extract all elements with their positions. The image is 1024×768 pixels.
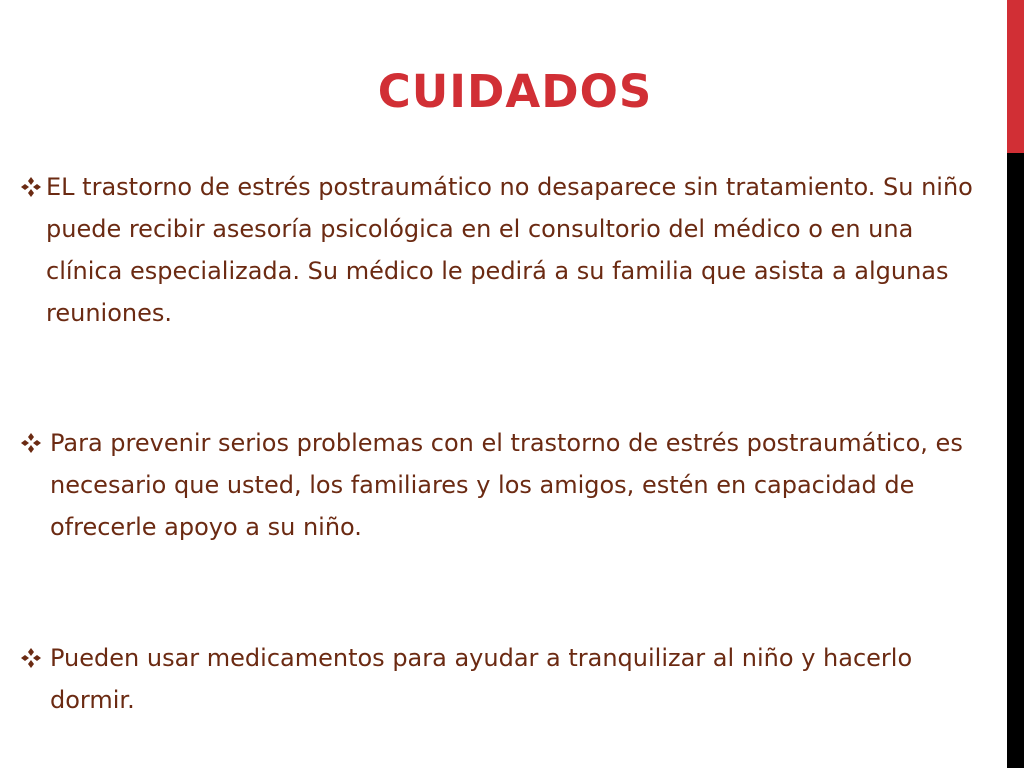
bullet-text: Para prevenir serios problemas con el trastorno de estrés postraumático, es necesario que usted, los familiares y los amigos, estén en capacidad de ofrecerle apoyo a su niño. [50, 429, 963, 541]
bullet-item [20, 166, 995, 334]
diamond-bullet-icon [20, 166, 46, 208]
slide-title: CUIDADOS [377, 65, 653, 118]
diamond-bullet-icon [20, 422, 50, 464]
bullet-item [20, 422, 995, 548]
diamond-bullet-icon [20, 637, 50, 679]
bullet-text: EL trastorno de estrés postraumático no desaparece sin tratamiento. Su niño puede recibir asesoría psicológica en el consultorio del médico o en una clínica especializada. Su médico le pedirá a su familia que asista a algunas reuniones. [46, 173, 973, 327]
bullet-text: Pueden usar medicamentos para ayudar a tranquilizar al niño y hacerlo dormir. [50, 644, 913, 714]
side-accent-bar-dark [1007, 153, 1024, 768]
bullet-item [20, 637, 995, 721]
